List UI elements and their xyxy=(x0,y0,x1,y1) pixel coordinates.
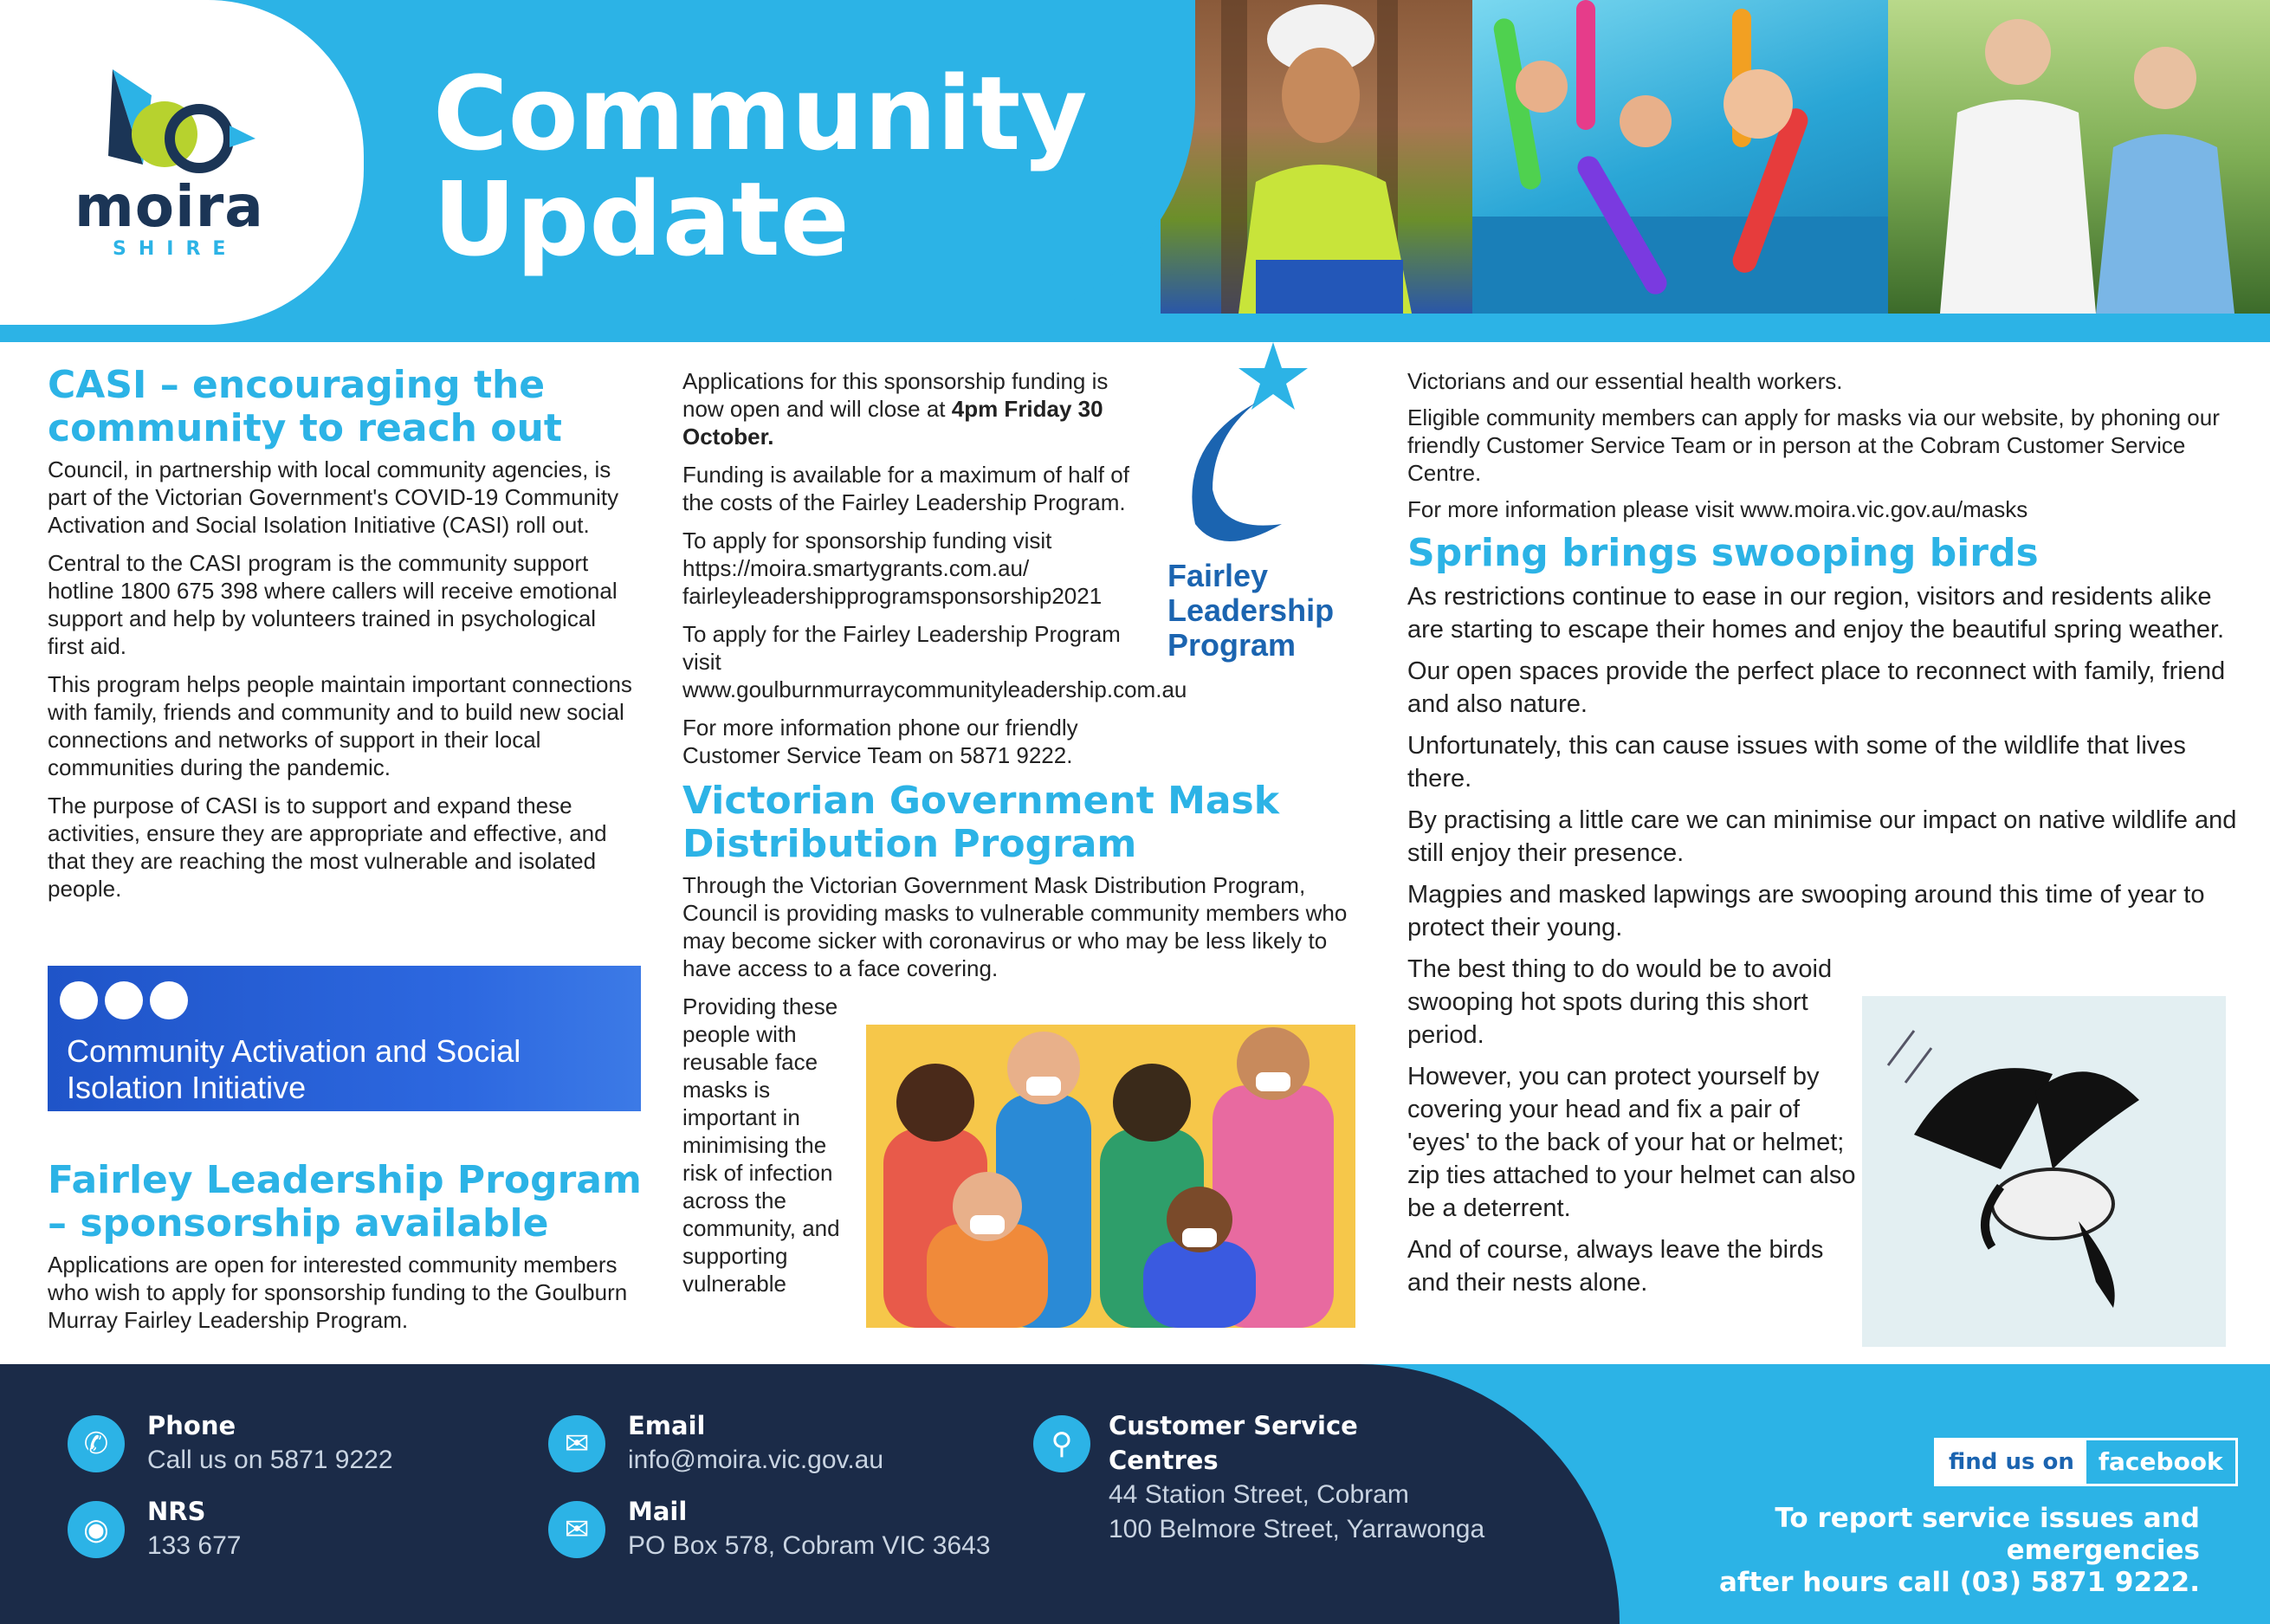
fairley-paragraph-2 xyxy=(682,367,1150,450)
birds-heading: Spring brings swooping birds xyxy=(1407,531,2039,575)
hands-icon xyxy=(60,981,98,1019)
mask-paragraph-4: Eligible community members can apply for masks via our website, by phoning our friendly Customer Service Team or in person at the Cobram Customer Service Centre. xyxy=(1407,404,2220,486)
email-icon: ✉ xyxy=(548,1415,605,1472)
email-value[interactable]: info@moira.vic.gov.au xyxy=(628,1446,884,1474)
fairley-p2-text: Applications for this sponsorship funding is now open and will close at xyxy=(682,368,1109,422)
casi-paragraph-1: Council, in partnership with local community agencies, is part of the Victorian Government's COVID-19 Community Activation and Social Isolation Initiative (CASI) roll out. xyxy=(48,456,619,538)
mail-value: PO Box 578, Cobram VIC 3643 xyxy=(628,1531,991,1560)
fairley-logo-line-2: Leadership xyxy=(1167,592,1335,628)
csc-label-line-1: Customer Service xyxy=(1109,1411,1358,1440)
page-title xyxy=(433,54,1088,279)
csc-address-2: 100 Belmore Street, Yarrawonga xyxy=(1109,1515,1485,1543)
logo-sub: SHIRE xyxy=(113,238,238,260)
birds-paragraph-4: By practising a little care we can minimise our impact on native wildlife and still enjoy their presence. xyxy=(1407,806,2237,867)
phone-value[interactable]: Call us on 5871 9222 xyxy=(147,1446,393,1474)
csc-address-1: 44 Station Street, Cobram xyxy=(1109,1480,1409,1509)
csc-label xyxy=(1109,1408,1358,1478)
mask-paragraph-5: For more information please visit www.moira.vic.gov.au/masks xyxy=(1407,496,2028,522)
fairley-paragraph-3: Funding is available for a maximum of half of the costs of the Fairley Leadership Program. xyxy=(682,462,1129,515)
casi-heading: CASI – encouraging the community to reach out xyxy=(48,363,562,450)
mail-label: Mail xyxy=(628,1497,688,1526)
mask-heading: Victorian Government Mask Distribution Program xyxy=(682,779,1280,866)
fairley-deadline: 4pm Friday 30 October. xyxy=(682,396,1103,450)
email-label: Email xyxy=(628,1411,706,1440)
casi-paragraph-2: Central to the CASI program is the community support hotline 1800 675 398 where callers will receive emotional support and help by volunteers trained in psychological first aid. xyxy=(48,550,618,659)
building-icon xyxy=(150,981,188,1019)
mask-paragraph-1: Through the Victorian Government Mask Distribution Program, Council is providing masks to vulnerable community members who may become sicker with coronavirus or who may be less likely to have access to a face covering. xyxy=(682,872,1348,981)
fairley-star-icon xyxy=(1152,342,1325,585)
facebook-wordmark: facebook xyxy=(2098,1447,2223,1476)
birds-paragraph-7: However, you can protect yourself by covering your head and fix a pair of 'eyes' to the back of your hat or helmet; zip ties attached to your helmet can also be a deterrent. xyxy=(1407,1063,1856,1222)
masked-crowd-illustration xyxy=(866,1025,1355,1328)
fairley-paragraph-4: To apply for sponsorship funding visit https://moira.smartygrants.com.au/ fairleyleadershipprogramsponsorship2021 xyxy=(682,527,1103,609)
phone-label: Phone xyxy=(147,1411,236,1440)
casi-banner-text: Community Activation and Social Isolation Initiative xyxy=(67,1033,521,1105)
birds-paragraph-5: Magpies and masked lapwings are swooping around this time of year to protect their young. xyxy=(1407,881,2205,941)
fairley-logo-line-1: Fairley xyxy=(1167,558,1269,593)
after-hours-notice xyxy=(1620,1503,2200,1599)
after-hours-line-1: To report service issues and emergencies xyxy=(1775,1503,2200,1566)
birds-paragraph-1: As restrictions continue to ease in our region, visitors and residents alike are starting to escape their homes and enjoy the beautiful spring weather. xyxy=(1407,583,2225,644)
after-hours-line-2: after hours call (03) 5871 9222. xyxy=(1718,1567,2200,1598)
fairley-section xyxy=(48,1159,654,1344)
fairley-heading: Fairley Leadership Program – sponsorship available xyxy=(48,1158,642,1245)
facebook-link[interactable] xyxy=(1934,1438,2238,1486)
title-line-2: Update xyxy=(433,159,850,279)
birds-paragraph-3: Unfortunately, this can cause issues with some of the wildlife that lives there. xyxy=(1407,732,2186,793)
casi-paragraph-3: This program helps people maintain important connections with family, friends and community and to build new social connections and networks of support in their local communities during the pandemic. xyxy=(48,671,632,780)
birds-paragraph-2: Our open spaces provide the perfect place to reconnect with family, friend and also nature. xyxy=(1407,657,2226,718)
hearing-icon: ◉ xyxy=(68,1501,125,1558)
fairley-logo-text xyxy=(1167,559,1334,663)
photo-kids-swimming xyxy=(1472,0,1888,314)
fairley-paragraph-5: To apply for the Fairley Leadership Program visit www.goulburnmurraycommunityleadership.com.au xyxy=(682,621,1187,702)
mask-paragraph-2: Providing these people with reusable face masks is important in minimising the risk of infection across the community, and supporting vulnerable xyxy=(682,993,840,1297)
logo-name: moira xyxy=(74,173,264,240)
location-pin-icon: ⚲ xyxy=(1033,1415,1090,1472)
photo-older-couple xyxy=(1888,0,2270,314)
casi-banner xyxy=(48,966,641,1111)
casi-paragraph-4: The purpose of CASI is to support and expand these activities, ensure they are appropriate and effective, and that they are reaching the most vulnerable and isolated people. xyxy=(48,793,607,902)
photo-construction-worker xyxy=(1161,0,1472,314)
fairley-paragraph-6: For more information phone our friendly Customer Service Team on 5871 9222. xyxy=(682,715,1078,768)
csc-label-line-2: Centres xyxy=(1109,1446,1219,1475)
people-icon xyxy=(105,981,143,1019)
facebook-find-us: find us on xyxy=(1937,1440,2086,1484)
column-1 xyxy=(48,364,637,913)
fairley-logo-line-3: Program xyxy=(1167,627,1297,663)
nrs-label: NRS xyxy=(147,1497,206,1526)
phone-icon: ✆ xyxy=(68,1415,125,1472)
mail-icon: ✉ xyxy=(548,1501,605,1558)
magpie-illustration xyxy=(1862,996,2226,1347)
mask-paragraph-3: Victorians and our essential health workers. xyxy=(1407,368,1843,394)
birds-paragraph-8: And of course, always leave the birds and their nests alone. xyxy=(1407,1236,1824,1297)
fairley-paragraph-1: Applications are open for interested community members who wish to apply for sponsorship funding to the Goulburn Murray Fairley Leadership Program. xyxy=(48,1252,628,1333)
nrs-value[interactable]: 133 677 xyxy=(147,1531,242,1560)
birds-paragraph-6: The best thing to do would be to avoid swooping hot spots during this short period. xyxy=(1407,955,1833,1049)
title-line-1: Community xyxy=(433,54,1088,173)
